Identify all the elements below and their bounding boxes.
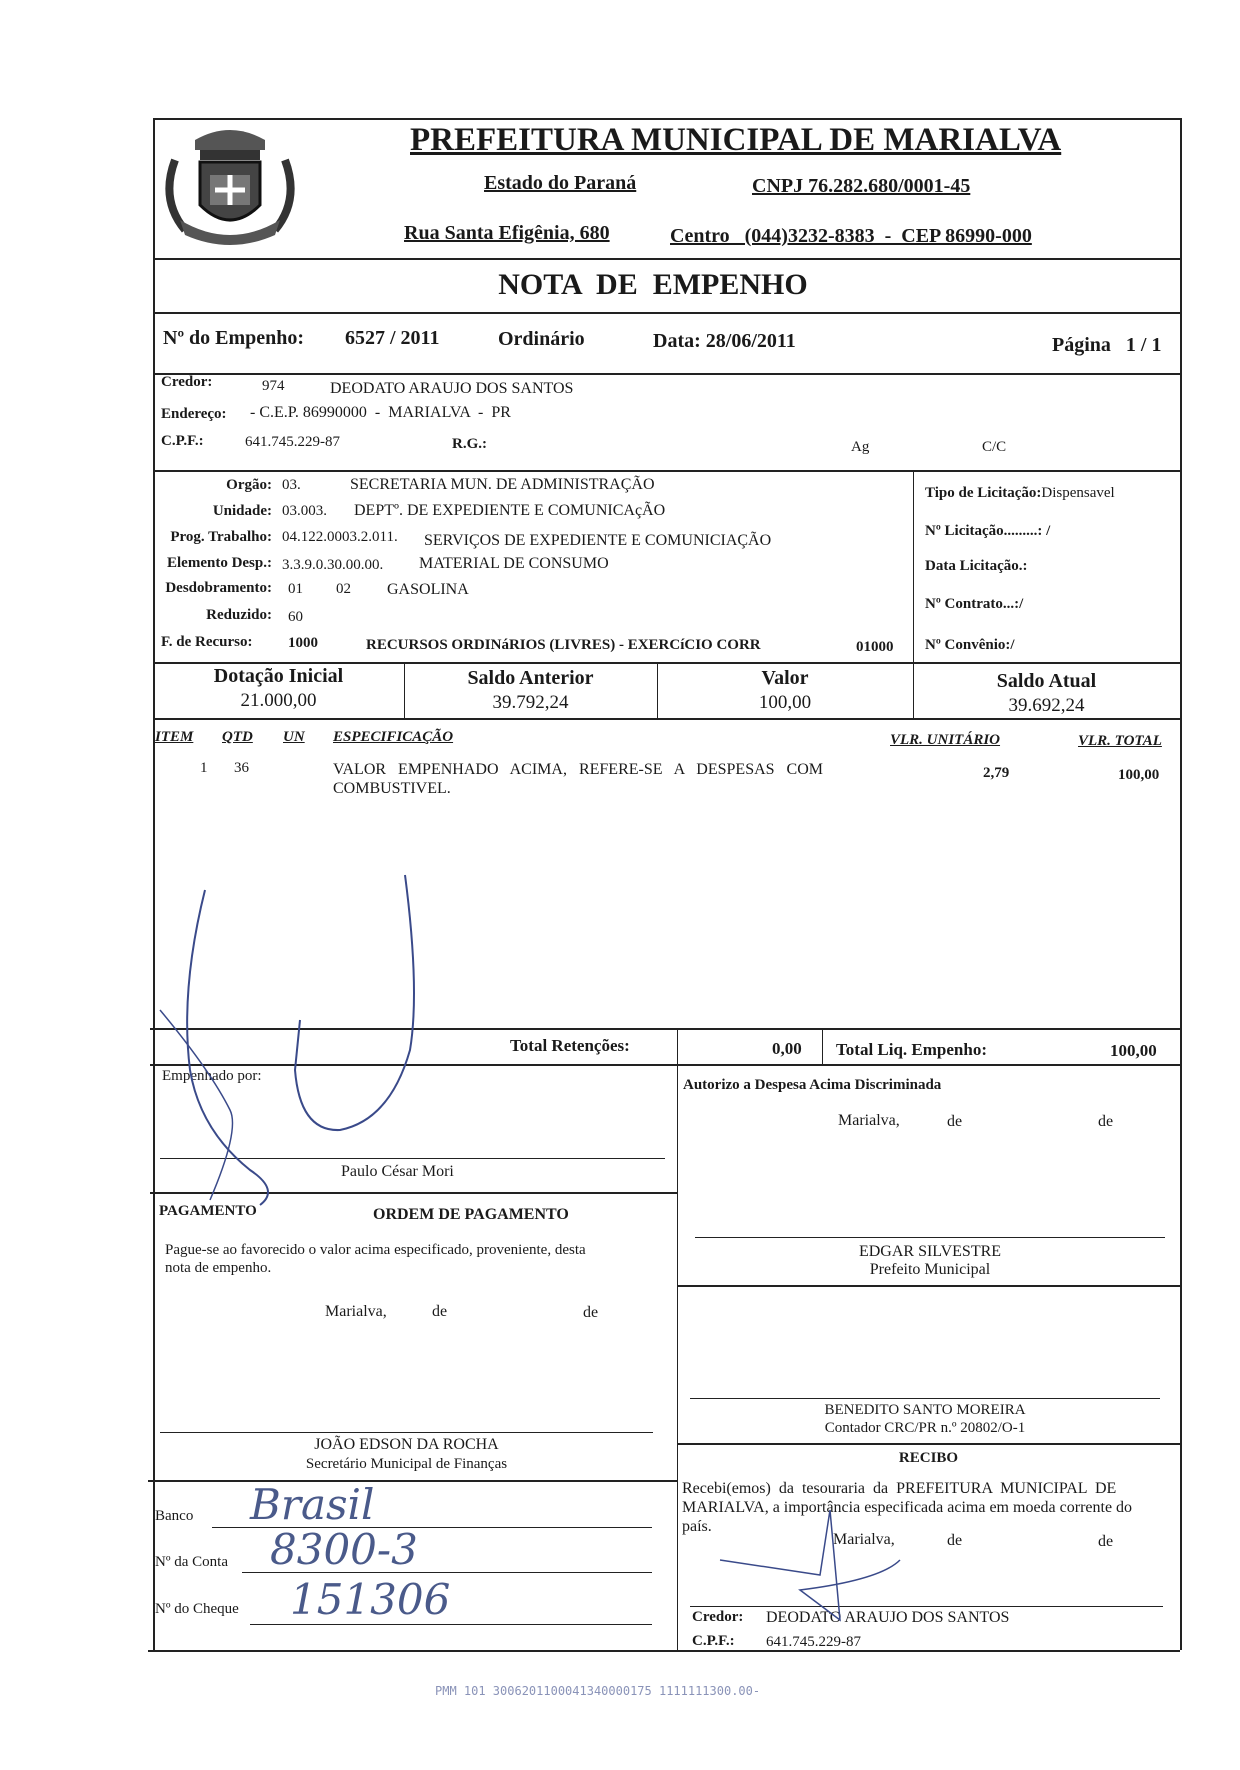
item-total-value: 100,00 <box>1118 767 1160 783</box>
credor-code: 974 <box>262 378 285 394</box>
recibo-de-2: de <box>1098 1533 1114 1550</box>
recibo-line3: país. <box>682 1518 712 1535</box>
ordem-pagamento-label: ORDEM DE PAGAMENTO <box>373 1206 569 1223</box>
recibo-de-1: de <box>947 1532 963 1549</box>
pagamento-de-2: de <box>583 1304 599 1321</box>
reduzido-value: 60 <box>288 609 303 625</box>
pague-line1: Pague-se ao favorecido o valor acima especificado, proveniente, desta <box>165 1242 586 1258</box>
creditor-divider <box>153 470 1180 472</box>
empenho-divider <box>153 373 1180 375</box>
banco-handwritten: Brasil <box>250 1480 375 1529</box>
orgao-label: Orgão: <box>226 477 272 493</box>
conta-handwritten: 8300-3 <box>270 1525 418 1574</box>
saldo-atual-label: Saldo Atual <box>996 670 1097 692</box>
empenhado-por-label: Empenhado por: <box>162 1068 262 1084</box>
accountant-signature-line <box>690 1398 1160 1399</box>
fonte-label: F. de Recurso: <box>161 634 253 650</box>
street-label: Rua Santa Efigênia, 680 <box>404 222 610 244</box>
prog-desc: SERVIÇOS DE EXPEDIENTE E COMUNICIAÇÃO <box>424 532 772 549</box>
mayor-name: EDGAR SILVESTRE <box>858 1243 1002 1260</box>
cc-label: C/C <box>982 439 1007 455</box>
frame-right <box>1180 118 1182 1650</box>
signature-divider <box>677 1064 678 1650</box>
totals-div-1 <box>677 1028 678 1064</box>
valor-label: Valor <box>761 667 809 689</box>
item-desc-line1: VALOR EMPENHADO ACIMA, REFERE-SE A DESPESAS COM <box>333 761 823 778</box>
recibo-place: Marialva, <box>833 1531 895 1548</box>
col-un: UN <box>283 729 305 745</box>
footer-stamp: PMM 101 3006201100041340000175 1111111300.00- <box>435 1684 761 1698</box>
unidade-value: 03.003. <box>282 503 327 519</box>
cpf-label: C.P.F.: <box>161 433 204 449</box>
credor-name: DEODATO ARAUJO DOS SANTOS <box>330 380 574 397</box>
autorizo-place: Marialva, <box>838 1112 900 1129</box>
reduzido-label: Reduzido: <box>206 607 272 623</box>
saldo-anterior-value: 39.792,24 <box>492 692 569 713</box>
autorizo-de-2: de <box>1098 1113 1114 1130</box>
saldo-atual-value: 39.692,24 <box>1008 695 1085 716</box>
fonte-value: 1000 <box>288 635 318 651</box>
fonte-code: 01000 <box>856 639 894 655</box>
ag-label: Ag <box>851 439 870 455</box>
licitacao-tipo <box>925 485 1115 502</box>
endereco-label: Endereço: <box>161 406 227 422</box>
desdobramento-b: 02 <box>336 581 351 597</box>
prog-value: 04.122.0003.2.011. <box>282 529 398 545</box>
header-divider <box>153 258 1180 260</box>
recibo-line1: Recebi(emos) da tesouraria da PREFEITURA MUNICIPAL DE <box>682 1480 1117 1497</box>
empenho-type: Ordinário <box>498 328 585 350</box>
autorizo-de-1: de <box>947 1113 963 1130</box>
liq-label: Total Liq. Empenho: <box>836 1040 987 1059</box>
liq-value: 100,00 <box>1110 1041 1157 1060</box>
contrato-numero: Nº Contrato...:/ <box>925 596 1024 612</box>
cnpj-label: CNPJ 76.282.680/0001-45 <box>752 175 971 197</box>
recibo-credor-name: DEODATO ARAUJO DOS SANTOS <box>766 1609 1010 1626</box>
banco-label: Banco <box>155 1508 194 1524</box>
prog-label: Prog. Trabalho: <box>170 529 272 545</box>
pagamento-label: PAGAMENTO <box>159 1203 257 1219</box>
balances-divider <box>153 718 1180 720</box>
prefeitura-title: PREFEITURA MUNICIPAL DE MARIALVA <box>410 122 1062 158</box>
rg-label: R.G.: <box>452 436 487 452</box>
licitacao-tipo-value: Dispensavel <box>1041 485 1115 501</box>
item-unit-value: 2,79 <box>983 765 1010 781</box>
elemento-desc: MATERIAL DE CONSUMO <box>419 555 609 572</box>
item-number: 1 <box>200 760 208 776</box>
retencoes-value: 0,00 <box>772 1039 802 1058</box>
recibo-line2: MARIALVA, a importância especificada acima em moeda corrente do <box>682 1499 1133 1516</box>
cheque-line <box>250 1624 652 1625</box>
bank-top <box>148 1480 677 1482</box>
cpf-value: 641.745.229-87 <box>245 434 340 450</box>
col-qtd: QTD <box>222 729 253 745</box>
licitacao-data: Data Licitação.: <box>925 558 1028 574</box>
empenhado-name: Paulo César Mori <box>341 1163 454 1180</box>
cheque-label: Nº do Cheque <box>155 1601 239 1617</box>
empenho-date: Data: 28/06/2011 <box>653 330 796 352</box>
secretary-signature-line <box>160 1432 653 1433</box>
convenio-numero: Nº Convênio:/ <box>925 637 1015 653</box>
title-divider <box>153 312 1180 314</box>
item-qtd: 36 <box>234 760 249 776</box>
credor-label: Credor: <box>161 374 213 390</box>
autorizo-label: Autorizo a Despesa Acima Discriminada <box>683 1077 942 1093</box>
frame-top <box>153 118 1180 120</box>
accountant-top <box>677 1285 1180 1287</box>
pagamento-place: Marialva, <box>325 1303 387 1320</box>
endereco-value: - C.E.P. 86990000 - MARIALVA - PR <box>250 404 511 421</box>
secretary-role: Secretário Municipal de Finanças <box>305 1456 508 1472</box>
signature-deodato-icon <box>700 1500 920 1630</box>
col-especificacao: ESPECIFICAÇÃO <box>333 729 454 745</box>
desdobramento-label: Desdobramento: <box>165 580 272 596</box>
licitacao-divider <box>913 470 914 662</box>
recibo-cpf-value: 641.745.229-87 <box>766 1634 861 1650</box>
col-vlr-unitario: VLR. UNITÁRIO <box>890 732 1001 748</box>
unidade-desc: DEPTº. DE EXPEDIENTE E COMUNICAçÃO <box>354 502 666 519</box>
frame-bottom <box>148 1650 1180 1652</box>
state-label: Estado do Paraná <box>484 172 637 194</box>
conta-label: Nº da Conta <box>155 1554 228 1570</box>
unidade-label: Unidade: <box>212 503 272 519</box>
empenho-number: 6527 / 2011 <box>345 327 440 349</box>
recibo-top <box>677 1443 1180 1445</box>
desdobramento-desc: GASOLINA <box>387 581 469 598</box>
fonte-desc: RECURSOS ORDINáRIOS (LIVRES) - EXERCíCIO CORR <box>366 637 761 653</box>
coat-of-arms-icon <box>155 120 305 260</box>
elemento-value: 3.3.9.0.30.00.00. <box>282 557 384 573</box>
signature-paulo-icon <box>150 870 450 1230</box>
pague-line2: nota de empenho. <box>165 1260 272 1276</box>
desdobramento-a: 01 <box>288 581 303 597</box>
licitacao-numero: Nº Licitação.........: / <box>925 523 1051 539</box>
dotacao-value: 21.000,00 <box>240 690 317 711</box>
pagamento-de-1: de <box>432 1303 448 1320</box>
col-vlr-total: VLR. TOTAL <box>1078 733 1162 749</box>
nota-title: NOTA DE EMPENHO <box>498 268 808 301</box>
recibo-credor-label: Credor: <box>692 1609 744 1625</box>
licitacao-tipo-label: Tipo de Licitação: <box>925 485 1042 501</box>
saldo-anterior-label: Saldo Anterior <box>467 667 594 689</box>
col-item: ITEM <box>155 729 194 745</box>
orgao-desc: SECRETARIA MUN. DE ADMINISTRAÇÃO <box>350 476 655 493</box>
address-label: Centro (044)3232-8383 - CEP 86990-000 <box>670 225 1032 247</box>
budget-divider <box>153 662 1180 664</box>
cheque-handwritten: 151306 <box>290 1575 451 1624</box>
mayor-role: Prefeito Municipal <box>869 1261 991 1278</box>
empenho-number-label: Nº do Empenho: <box>163 327 305 349</box>
accountant-name: BENEDITO SANTO MOREIRA <box>824 1402 1026 1418</box>
totals-div-2 <box>822 1028 823 1064</box>
accountant-role: Contador CRC/PR n.º 20802/O-1 <box>824 1420 1026 1436</box>
orgao-value: 03. <box>282 477 301 493</box>
recibo-label: RECIBO <box>898 1450 959 1466</box>
item-desc-line2: COMBUSTIVEL. <box>333 780 451 797</box>
empenho-page: Página 1 / 1 <box>1052 334 1162 356</box>
mayor-signature-line <box>695 1237 1165 1238</box>
valor-value: 100,00 <box>758 692 812 713</box>
dotacao-label: Dotação Inicial <box>213 665 344 687</box>
secretary-name: JOÃO EDSON DA ROCHA <box>314 1436 499 1453</box>
retencoes-label: Total Retenções: <box>510 1036 630 1055</box>
elemento-label: Elemento Desp.: <box>167 555 272 571</box>
recibo-cpf-label: C.P.F.: <box>692 1633 735 1649</box>
